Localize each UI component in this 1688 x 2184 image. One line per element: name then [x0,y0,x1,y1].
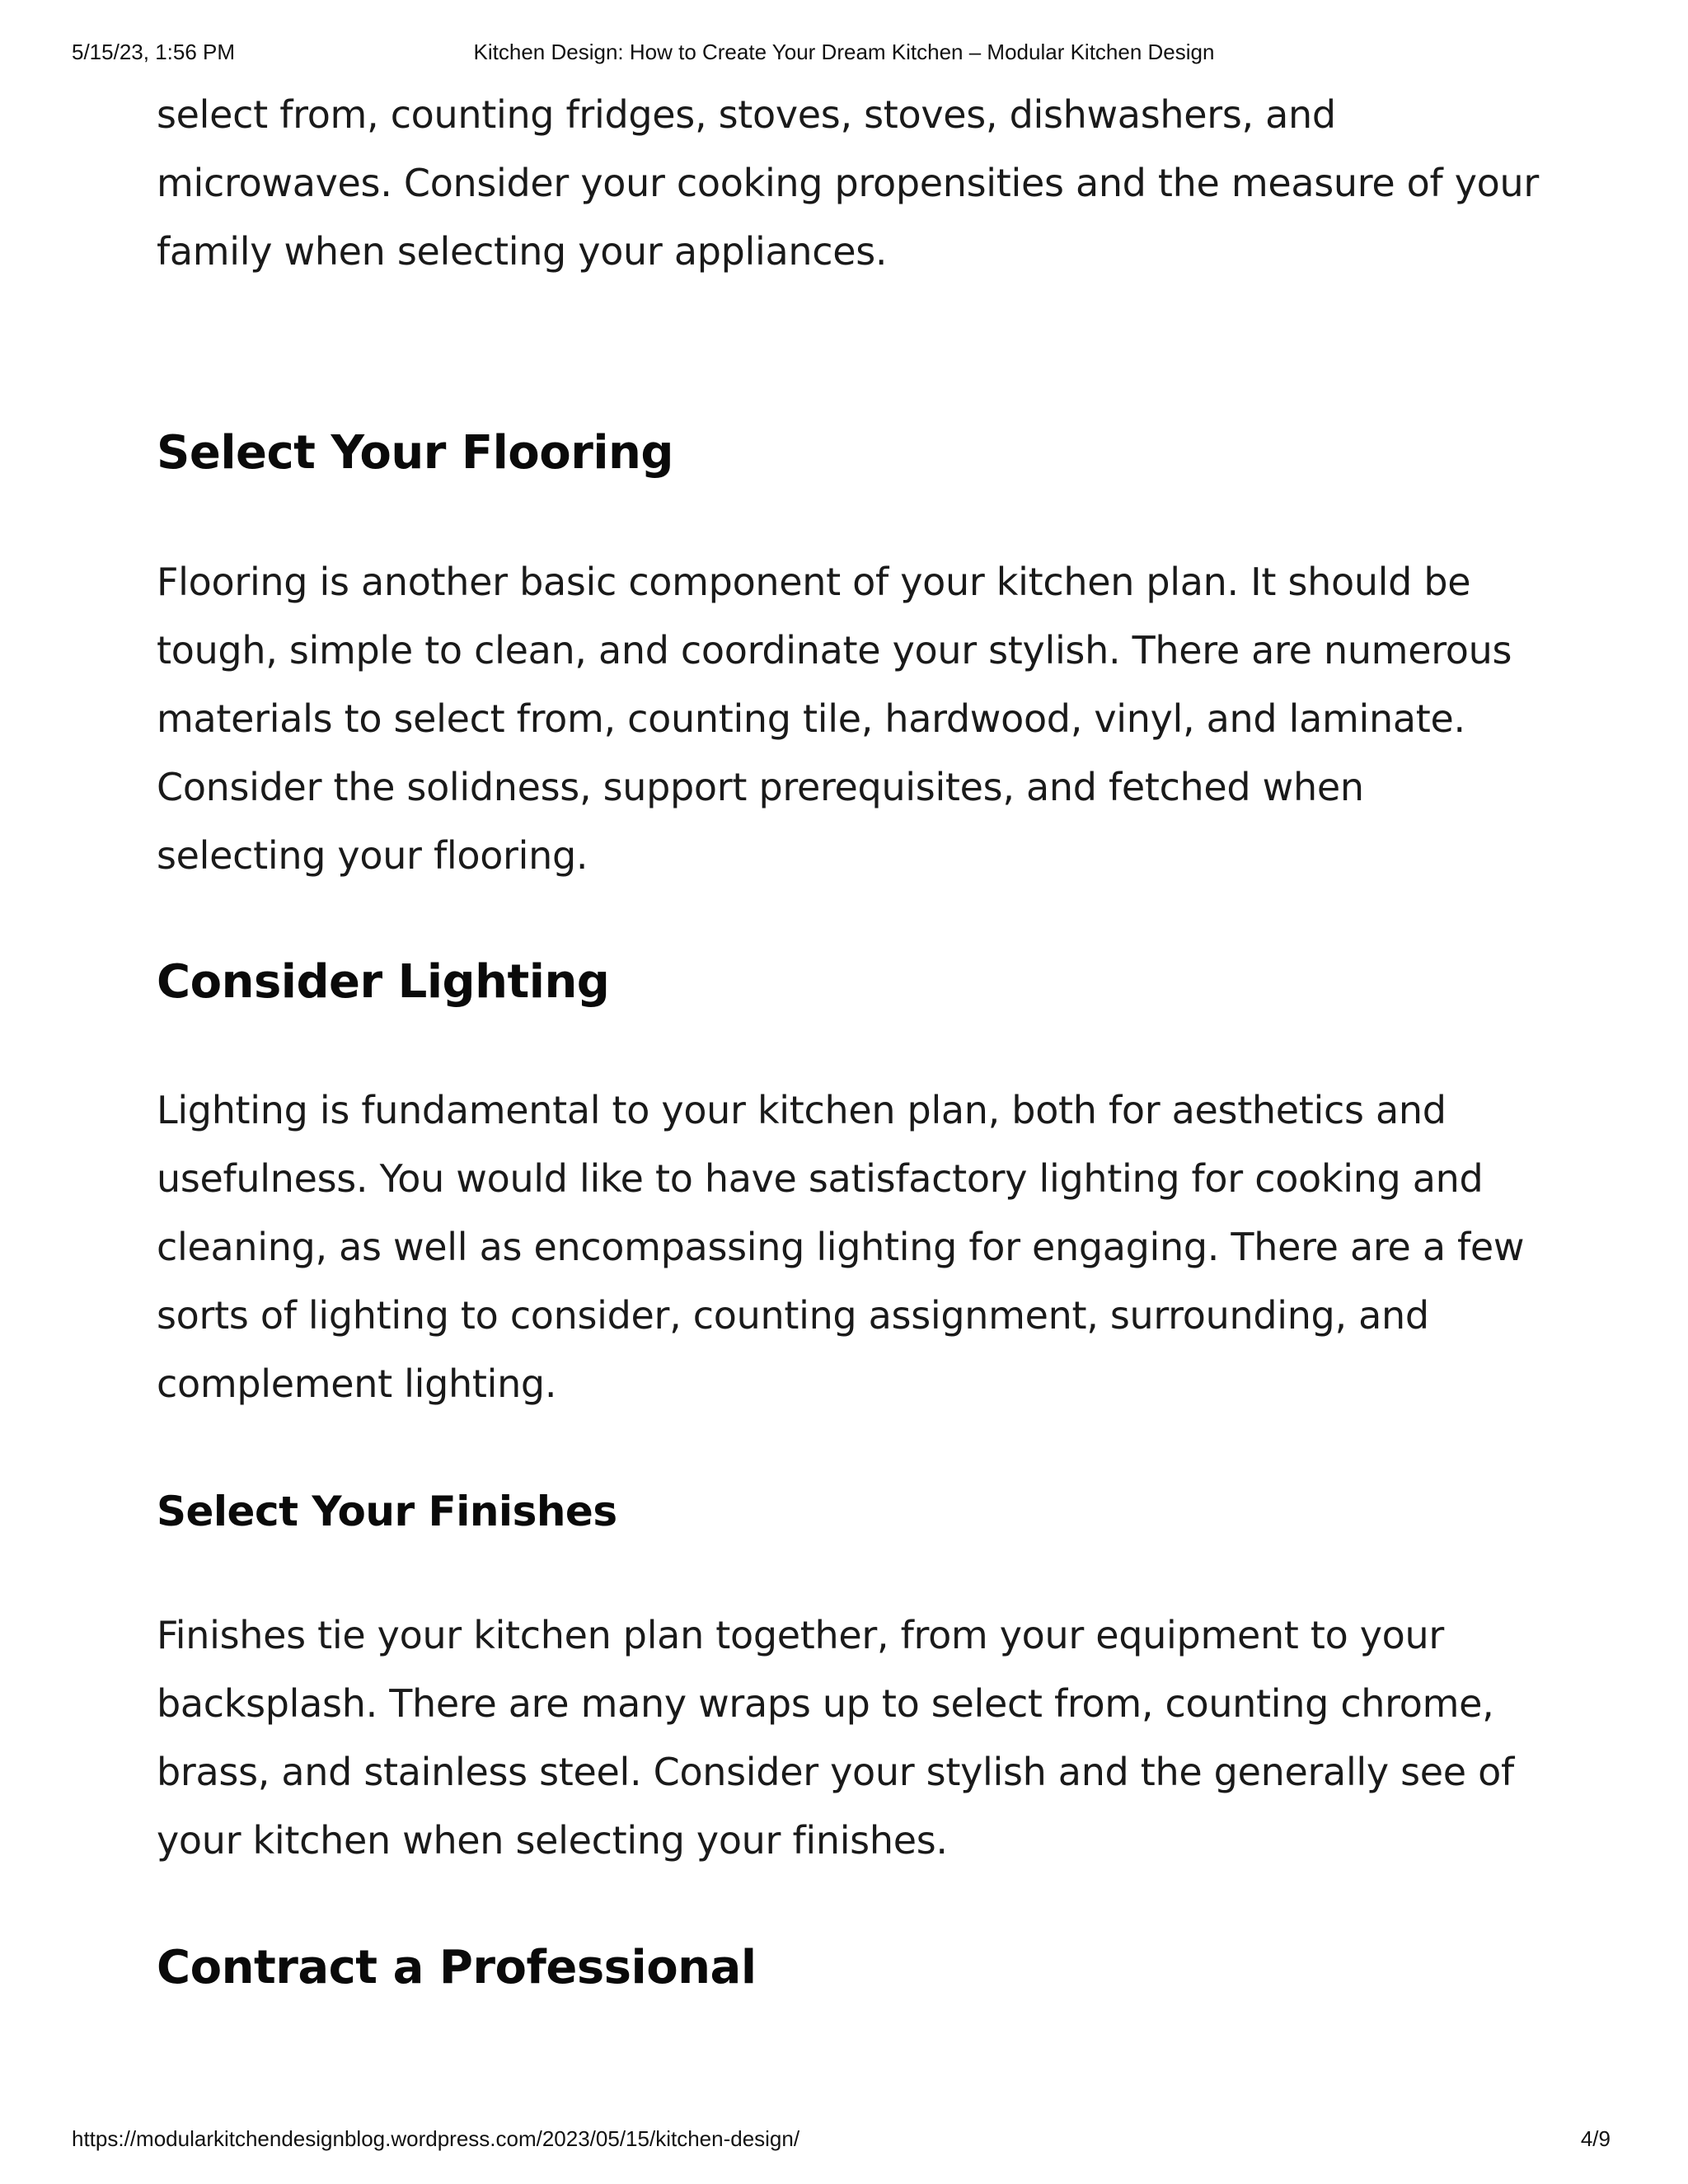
article-paragraph-finishes: Finishes tie your kitchen plan together, from your equipment to your backsplash. There are many wraps up to select from, counting chrome, brass, and stainless steel. Consider your stylish and the generally see of your kitchen when selecting your finishes. [157,1613,1514,1863]
print-page-title: Kitchen Design: How to Create Your Dream Kitchen – Modular Kitchen Design [473,40,1215,64]
section-heading-lighting: Consider Lighting [157,955,610,1009]
print-footer [0,2126,1688,2156]
article-paragraph-lighting: Lighting is fundamental to your kitchen plan, both for aesthetics and usefulness. You would like to have satisfactory lighting for cooking and cleaning, as well as encompassing lighting for engaging. There are a few sorts of lighting to consider, counting assignment, surrounding, and complement lighting. [157,1088,1525,1406]
section-heading-finishes: Select Your Finishes [157,1488,617,1535]
section-heading-professional: Contract a Professional [157,1941,757,1994]
article-paragraph-flooring: Flooring is another basic component of your kitchen plan. It should be tough, simple to clean, and coordinate your stylish. There are numerous materials to select from, counting tile, hardwood, vinyl, and laminate. Consider the solidness, support prerequisites, and fetched when selecting your flooring. [157,560,1512,878]
print-datetime: 5/15/23, 1:56 PM [72,40,236,64]
page-url: https://modularkitchendesignblog.wordpress.com/2023/05/15/kitchen-design/ [72,2126,800,2151]
article-paragraph-appliances: select from, counting fridges, stoves, stoves, dishwashers, and microwaves. Consider your cooking propensities and the measure of your family when selecting your appliances. [157,92,1539,274]
page-number: 4/9 [1580,2126,1611,2151]
print-header [0,40,1688,69]
section-heading-flooring: Select Your Flooring [157,426,673,480]
